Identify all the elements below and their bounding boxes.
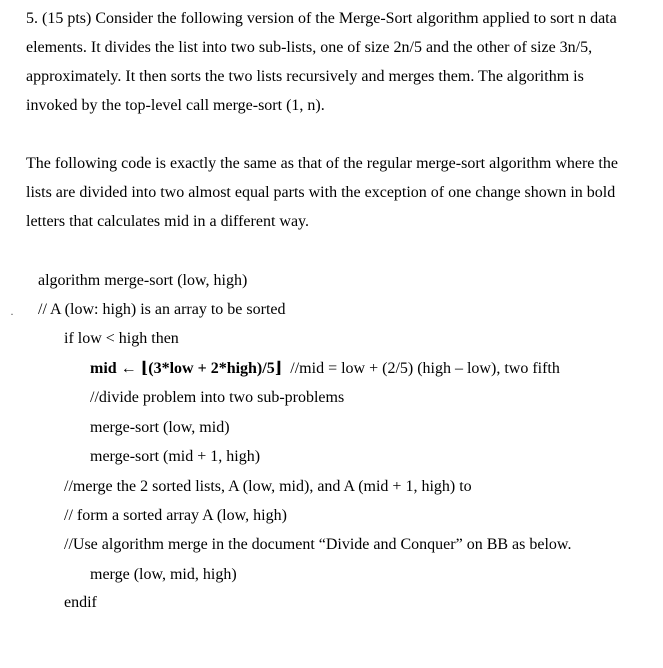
code-mid-comment: //mid = low + (2/5) (high – low), two fifth — [282, 360, 560, 377]
code-header: algorithm merge-sort (low, high) — [38, 272, 248, 289]
code-call-1: merge-sort (low, mid) — [90, 419, 230, 436]
explanation-line-3: letters that calculates mid in a different way. — [26, 213, 309, 230]
code-merge-comment-3: //Use algorithm merge in the document “Divide and Conquer” on BB as below. — [64, 536, 572, 553]
problem-line-2: elements. It divides the list into two sub-lists, one of size 2n/5 and the other of size 3n/5, — [26, 39, 593, 56]
explanation-line-1: The following code is exactly the same as that of the regular merge-sort algorithm where the — [26, 155, 618, 172]
code-call-2: merge-sort (mid + 1, high) — [90, 448, 261, 465]
problem-line-3: approximately. It then sorts the two lists recursively and merges them. The algorithm is — [26, 68, 584, 85]
code-merge-comment-1: //merge the 2 sorted lists, A (low, mid), and A (mid + 1, high) to — [64, 478, 472, 495]
code-merge-call: merge (low, mid, high) — [90, 566, 237, 583]
code-comment-array: // A (low: high) is an array to be sorted — [38, 301, 286, 318]
code-mid-line — [90, 359, 560, 379]
problem-line-4: invoked by the top-level call merge-sort (1, n). — [26, 97, 325, 114]
code-divide-comment: //divide problem into two sub-problems — [90, 389, 345, 406]
bullet-dot: · — [10, 307, 14, 321]
code-if-line: if low < high then — [64, 330, 179, 347]
code-merge-comment-2: // form a sorted array A (low, high) — [64, 507, 287, 524]
problem-line-1: 5. (15 pts) Consider the following version of the Merge-Sort algorithm applied to sort n data — [26, 10, 617, 27]
explanation-line-2: lists are divided into two almost equal parts with the exception of one change shown in bold — [26, 184, 616, 201]
code-endif: endif — [64, 594, 97, 611]
code-mid-bold: mid ← ⌊(3*low + 2*high)/5⌋ — [90, 360, 283, 377]
